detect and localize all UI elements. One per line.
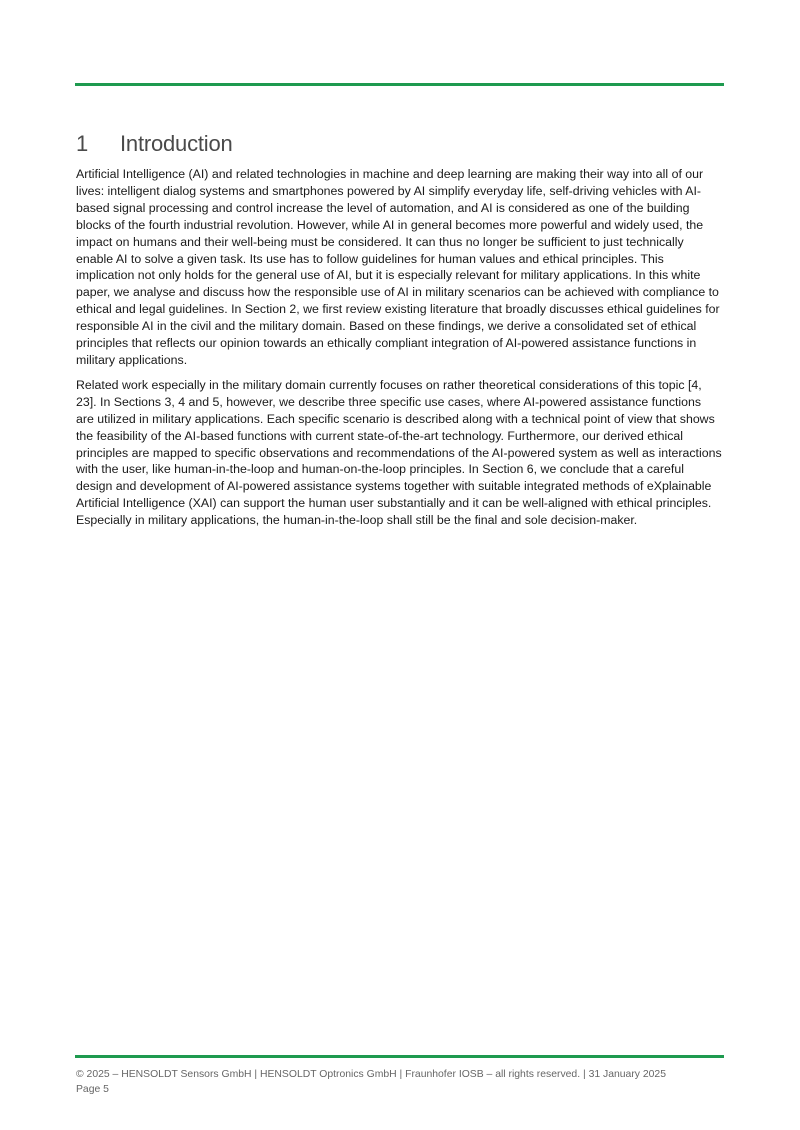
page-footer bbox=[76, 1068, 724, 1097]
section-title: Introduction bbox=[120, 131, 233, 156]
paragraph-1: Artificial Intelligence (AI) and related technologies in machine and deep learning are making their way into all of our lives: intelligent dialog systems and smartphones powered by AI simplify everyday life, self-driving vehicles with AI-based signal processing and control increase the level of automation, and AI is considered as one of the building blocks of the fourth industrial revolution. However, while AI in general becomes more powerful and widely used, the impact on humans and their well-being must be considered. It can thus no longer be sufficient to just technically enable AI to solve a given task. Its use has to follow guidelines for human values and ethical principles. This implication not only holds for the general use of AI, but it is especially relevant for military applications. In this white paper, we analyse and discuss how the responsible use of AI in military scenarios can be achieved with compliance to ethical and legal guidelines. In Section 2, we first review existing literature that broadly discusses ethical guidelines for responsible AI in the civil and the military domain. Based on these findings, we derive a consolidated set of ethical principles that reflects our opinion towards an ethically compliant integration of AI-powered assistance functions in military applications. bbox=[76, 167, 720, 367]
section-heading bbox=[76, 131, 722, 157]
header-rule bbox=[75, 83, 724, 86]
section-number: 1 bbox=[76, 131, 89, 156]
page-number: Page 5 bbox=[76, 1083, 109, 1095]
footer-copyright: © 2025 – HENSOLDT Sensors GmbH | HENSOLDT Optronics GmbH | Fraunhofer IOSB – all rights reserved. | 31 January 2025 bbox=[76, 1069, 666, 1080]
footer-rule bbox=[75, 1055, 724, 1058]
paragraph-2: Related work especially in the military domain currently focuses on rather theoretical considerations of this topic [4, 23]. In Sections 3, 4 and 5, however, we describe three specific use cases, where AI-powered assistance functions are utilized in military applications. Each specific scenario is described along with a technical point of view that shows the feasibility of the AI-based functions with current state-of-the-art technology. Furthermore, our derived ethical principles are mapped to specific observations and recommendations of the AI-powered system as well as interactions with the user, like human-in-the-loop and human-on-the-loop principles. In Section 6, we conclude that a careful design and development of AI-powered assistance systems together with suitable integrated methods of eXplainable Artificial Intelligence (XAI) can support the human user substantially and it can be well-aligned with ethical principles. Especially in military applications, the human-in-the-loop shall still be the final and sole decision-maker. bbox=[76, 377, 722, 528]
section-introduction bbox=[76, 131, 722, 537]
